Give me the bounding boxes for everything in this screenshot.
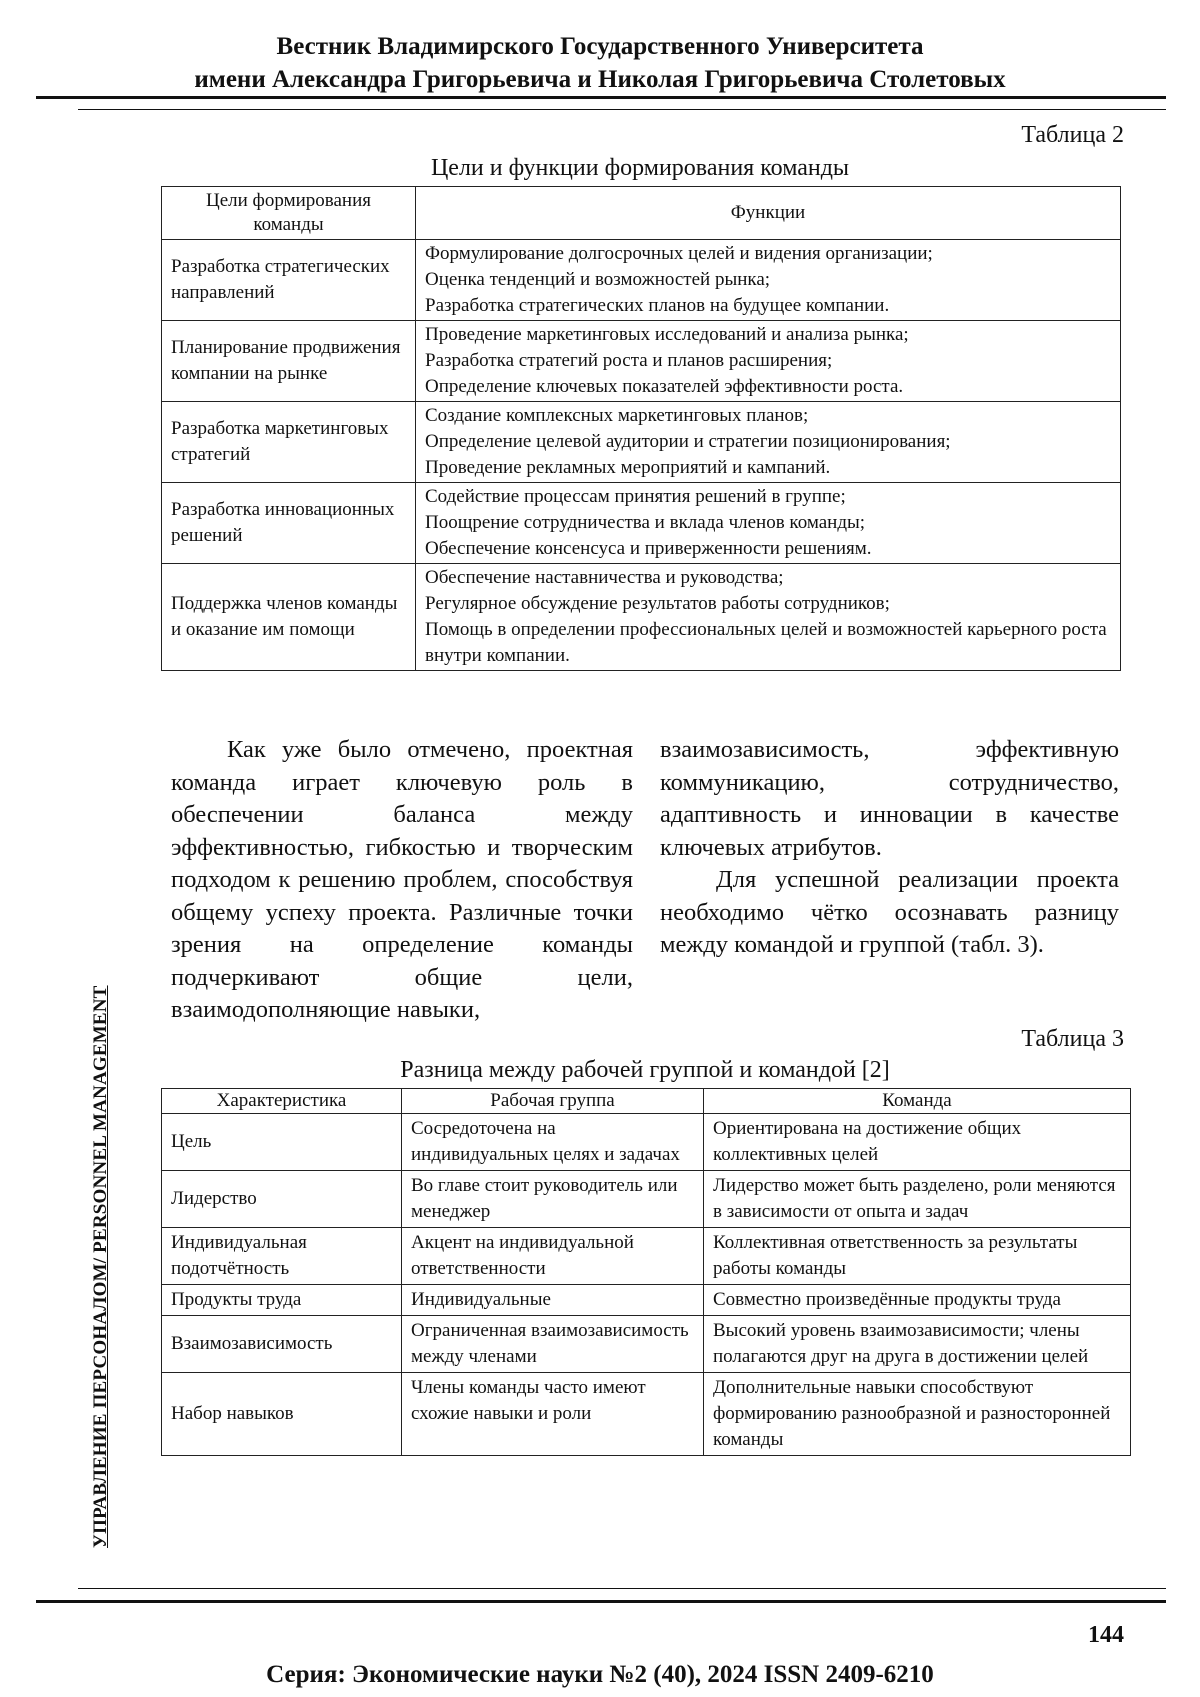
section-side-label: УПРАВЛЕНИЕ ПЕРСОНАЛОМ/ PERSONNEL MANAGEMENT: [90, 985, 111, 1548]
goals-functions-table: [161, 186, 1121, 671]
table3-number: Таблица 3: [1021, 1026, 1124, 1052]
paragraph: Для успешной реализации проекта необходимо чётко осознавать разницу между командой и группой (табл. 3).: [660, 866, 1119, 958]
team-cell: Ориентирована на достижение общих коллективных целей: [704, 1114, 1131, 1171]
function-item: Поощрение сотрудничества и вклада членов команды;: [425, 512, 866, 533]
table-row: [162, 564, 1121, 671]
function-item: Разработка стратегических планов на будущее компании.: [425, 295, 890, 316]
function-item: Проведение маркетинговых исследований и анализа рынка;: [425, 324, 909, 345]
header-rule-thick: [36, 96, 1166, 99]
function-item: Содействие процессам принятия решений в группе;: [425, 486, 846, 507]
work-group-cell: Сосредоточена на индивидуальных целях и задачах: [402, 1114, 704, 1171]
body-right-column: [660, 734, 1119, 962]
goal-cell: Разработка маркетинговых стратегий: [162, 402, 416, 483]
table-row: [162, 1285, 1131, 1316]
characteristic-cell: Взаимозависимость: [162, 1316, 402, 1373]
table3-title: Разница между рабочей группой и командой [2]: [400, 1057, 890, 1083]
table2-title: Цели и функции формирования команды: [430, 155, 850, 181]
goal-cell: Поддержка членов команды и оказание им помощи: [162, 564, 416, 671]
work-group-cell: Акцент на индивидуальной ответственности: [402, 1228, 704, 1285]
paragraph: взаимозависимость, эффективную коммуникацию, сотрудничество, адаптивность и инновации в качестве ключевых атрибутов.: [660, 736, 1119, 861]
table-row: [162, 1373, 1131, 1456]
table2-number: Таблица 2: [1021, 122, 1124, 148]
function-item: Помощь в определении профессиональных целей и возможностей карьерного роста внутри компании.: [425, 619, 1107, 666]
function-item: Обеспечение наставничества и руководства;: [425, 567, 784, 588]
table-header-row: [162, 1089, 1131, 1114]
functions-cell: [416, 321, 1121, 402]
header-rule-thin: [78, 109, 1166, 110]
work-group-cell: Члены команды часто имеют схожие навыки и роли: [402, 1373, 704, 1456]
table-row: [162, 1228, 1131, 1285]
characteristic-cell: Продукты труда: [162, 1285, 402, 1316]
column-header-work-group: Рабочая группа: [402, 1089, 704, 1114]
paragraph: Как уже было отмечено, проектная команда играет ключевую роль в обеспечении баланса между эффективностью, гибкостью и творческим подходом к решению проблем, способствуя общему успеху проекта. Различные точки зрения на определение команды подчеркивают общие цели, взаимодополняющие навыки,: [171, 736, 633, 1023]
table-row: [162, 1171, 1131, 1228]
function-item: Формулирование долгосрочных целей и видения организации;: [425, 243, 933, 264]
column-header-functions: Функции: [416, 187, 1121, 240]
footer-rule-thick: [36, 1600, 1166, 1603]
journal-footer: Серия: Экономические науки №2 (40), 2024 ISSN 2409-6210: [266, 1661, 934, 1688]
function-item: Проведение рекламных мероприятий и кампаний.: [425, 457, 831, 478]
function-item: Определение ключевых показателей эффективности роста.: [425, 376, 904, 397]
group-vs-team-table: [161, 1088, 1131, 1456]
team-cell: Дополнительные навыки способствуют формированию разнообразной и разносторонней команды: [704, 1373, 1131, 1456]
function-item: Обеспечение консенсуса и приверженности решениям.: [425, 538, 872, 559]
functions-cell: [416, 564, 1121, 671]
table-row: [162, 483, 1121, 564]
goal-cell: Планирование продвижения компании на рынке: [162, 321, 416, 402]
goal-cell: Разработка стратегических направлений: [162, 240, 416, 321]
work-group-cell: Во главе стоит руководитель или менеджер: [402, 1171, 704, 1228]
characteristic-cell: Лидерство: [162, 1171, 402, 1228]
journal-title-line-1: Вестник Владимирского Государственного Университета: [276, 33, 924, 60]
function-item: Определение целевой аудитории и стратегии позиционирования;: [425, 431, 951, 452]
page-number: 144: [1088, 1622, 1124, 1648]
table-header-row: [162, 187, 1121, 240]
footer-rule-thin: [78, 1588, 1166, 1589]
body-left-column: [171, 734, 633, 1027]
team-cell: Коллективная ответственность за результаты работы команды: [704, 1228, 1131, 1285]
function-item: Регулярное обсуждение результатов работы сотрудников;: [425, 593, 890, 614]
table-row: [162, 321, 1121, 402]
table-row: [162, 1114, 1131, 1171]
functions-cell: [416, 483, 1121, 564]
characteristic-cell: Цель: [162, 1114, 402, 1171]
column-header-characteristic: Характеристика: [162, 1089, 402, 1114]
characteristic-cell: Набор навыков: [162, 1373, 402, 1456]
work-group-cell: Индивидуальные: [402, 1285, 704, 1316]
table-row: [162, 1316, 1131, 1373]
function-item: Разработка стратегий роста и планов расширения;: [425, 350, 833, 371]
functions-cell: [416, 402, 1121, 483]
table-row: [162, 240, 1121, 321]
work-group-cell: Ограниченная взаимозависимость между членами: [402, 1316, 704, 1373]
team-cell: Высокий уровень взаимозависимости; члены полагаются друг на друга в достижении целей: [704, 1316, 1131, 1373]
function-item: Создание комплексных маркетинговых планов;: [425, 405, 809, 426]
journal-title-line-2: имени Александра Григорьевича и Николая Григорьевича Столетовых: [194, 66, 1006, 93]
team-cell: Лидерство может быть разделено, роли меняются в зависимости от опыта и задач: [704, 1171, 1131, 1228]
function-item: Оценка тенденций и возможностей рынка;: [425, 269, 771, 290]
column-header-goals: Цели формирования команды: [162, 187, 416, 240]
journal-header: [0, 30, 1200, 96]
team-cell: Совместно произведённые продукты труда: [704, 1285, 1131, 1316]
column-header-team: Команда: [704, 1089, 1131, 1114]
functions-cell: [416, 240, 1121, 321]
goal-cell: Разработка инновационных решений: [162, 483, 416, 564]
table-row: [162, 402, 1121, 483]
characteristic-cell: Индивидуальная подотчётность: [162, 1228, 402, 1285]
